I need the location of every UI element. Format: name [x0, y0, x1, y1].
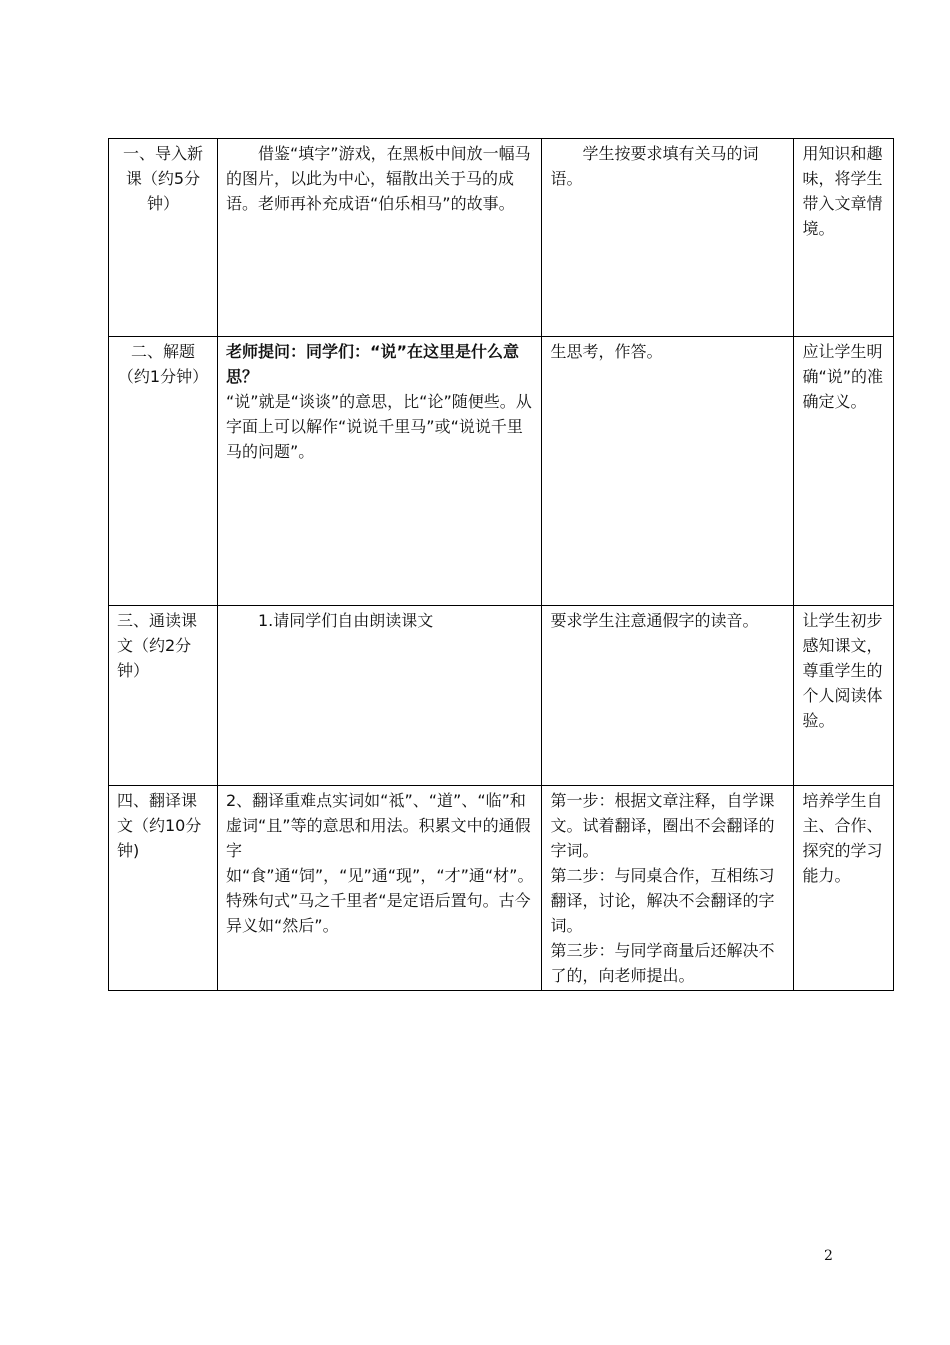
teacher-activity-cell: [218, 606, 542, 786]
stage-cell: 一、导入新课（约5分钟）: [109, 139, 218, 337]
student-text: 学生按要求填有关马的词语。: [550, 144, 759, 188]
teacher-text: 2、翻译重难点实词如“祗”、“道”、“临”和虚词“且”等的意思和用法。积累文中的通假字如“食”通“饲”，“见”通“现”，“才”通“材”。特殊句式”马之千里者“是定语后置句。古今异义如“然后”。: [226, 791, 534, 935]
student-activity-cell: [542, 606, 794, 786]
table-row: [109, 786, 894, 991]
teacher-activity-cell: [218, 786, 542, 991]
table-row: [109, 337, 894, 606]
student-step-1: 第一步：根据文章注释，自学课文。试着翻译，圈出不会翻译的字词。: [550, 791, 775, 860]
student-text: 要求学生注意通假字的读音。: [550, 611, 759, 630]
teacher-activity-cell: [218, 139, 542, 337]
purpose-cell: 培养学生自主、合作、探究的学习能力。: [794, 786, 894, 991]
stage-cell: 四、翻译课文（约10分钟): [109, 786, 218, 991]
stage-cell: 二、解题（约1分钟）: [109, 337, 218, 606]
table-row: [109, 139, 894, 337]
lesson-plan-table: [108, 138, 894, 991]
student-step-3: 第三步：与同学商量后还解决不了的，向老师提出。: [550, 941, 775, 985]
table-row: [109, 606, 894, 786]
teacher-text: 借鉴“填字”游戏，在黑板中间放一幅马的图片，以此为中心，辐散出关于马的成语。老师再补充成语“伯乐相马”的故事。: [226, 144, 531, 213]
stage-cell: 三、通读课文（约2分钟）: [109, 606, 218, 786]
teacher-question: 老师提问：同学们：“说”在这里是什么意思？: [226, 342, 520, 386]
student-text: 生思考，作答。: [550, 342, 663, 361]
student-activity-cell: [542, 139, 794, 337]
teacher-activity-cell: [218, 337, 542, 606]
purpose-cell: 应让学生明确“说”的准确定义。: [794, 337, 894, 606]
student-step-2: 第二步：与同桌合作，互相练习翻译，讨论，解决不会翻译的字词。: [550, 866, 775, 935]
purpose-cell: 让学生初步感知课文，尊重学生的个人阅读体验。: [794, 606, 894, 786]
teacher-text: 1.请同学们自由朗读课文: [258, 611, 434, 630]
page-number: 2: [824, 1248, 833, 1264]
purpose-cell: 用知识和趣味，将学生带入文章情境。: [794, 139, 894, 337]
student-activity-cell: [542, 786, 794, 991]
student-activity-cell: [542, 337, 794, 606]
teacher-text: “说”就是“谈谈”的意思，比“论”随便些。从字面上可以解作“说说千里马”或“说说千里马的问题”。: [226, 392, 532, 461]
